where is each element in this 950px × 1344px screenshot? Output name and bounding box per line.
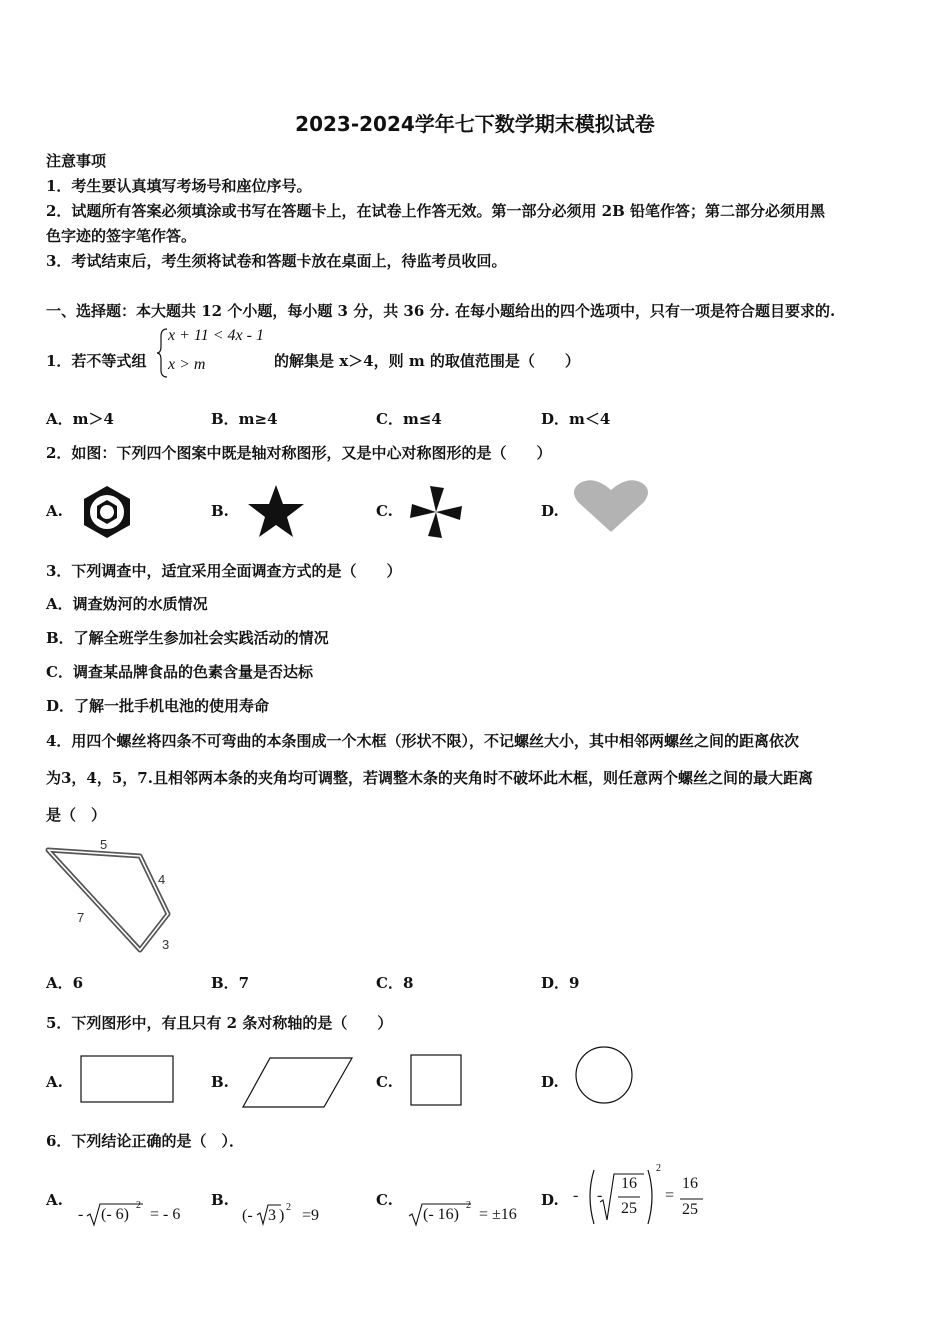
q4-option-b: B．7	[211, 974, 250, 992]
q6-d-denominator: 25	[621, 1200, 637, 1217]
q6-d-equals: =	[665, 1187, 675, 1204]
q6-b-close: )	[279, 1207, 285, 1224]
pinwheel-figure	[408, 484, 464, 540]
notice-heading: 注意事项	[46, 152, 107, 170]
q6-d-exponent: 2	[656, 1163, 661, 1174]
q6-d-numerator: 16	[621, 1175, 637, 1192]
q4-stem-line-2: 为3，4，5，7.且相邻两本条的夹角均可调整，若调整木条的夹角时不破坏此木框，则任意两个螺丝之间的最大距离	[46, 769, 813, 787]
q5-label-a: A.	[46, 1073, 63, 1091]
q6-a-radicand: (- 6)	[101, 1206, 129, 1223]
wooden-frame-figure	[44, 838, 184, 958]
q4-stem-line-1: 4．用四个螺丝将四条不可弯曲的本条围成一个木框（形状不限），不记螺丝大小，其中相邻两螺丝之间的距离依次	[46, 732, 799, 750]
heart-figure	[572, 478, 650, 534]
q3-stem: 3．下列调查中，适宜采用全面调查方式的是（ ）	[46, 562, 402, 580]
q1-option-d: D．m＜4	[541, 410, 611, 428]
q3-option-a: A．调查妫河的水质情况	[46, 595, 208, 613]
q5-stem: 5．下列图形中，有且只有 2 条对称轴的是（ ）	[46, 1014, 393, 1032]
section-heading: 一、选择题：本大题共 12 个小题，每小题 3 分，共 36 分. 在每小题给出的四个选项中，只有一项是符合题目要求的.	[46, 302, 836, 320]
q2-label-c: C.	[376, 502, 393, 520]
q1-option-a: A．m＞4	[46, 410, 114, 428]
q4-option-d: D．9	[541, 974, 580, 992]
q5-label-b: B.	[211, 1073, 229, 1091]
q5-label-c: C.	[376, 1073, 393, 1091]
q6-d-result-numerator: 16	[682, 1175, 698, 1192]
frame-label-4: 4	[158, 872, 166, 887]
q4-stem-line-3: 是（ ）	[46, 806, 107, 824]
q6-a-minus: -	[78, 1206, 84, 1223]
frame-label-3: 3	[162, 937, 170, 952]
q1-option-b: B．m≥4	[211, 410, 278, 428]
q6-b-radicand: 3	[268, 1207, 276, 1224]
q6-a-result: = - 6	[150, 1206, 181, 1223]
frame-label-7: 7	[77, 910, 85, 925]
hexagon-ring-figure	[80, 485, 134, 539]
q1-stem-suffix: 的解集是 x＞4，则 m 的取值范围是（ ）	[274, 352, 580, 370]
frame-label-5: 5	[100, 837, 108, 852]
q6-c-exponent: 2	[466, 1200, 471, 1211]
q6-b-result: =9	[302, 1207, 320, 1224]
q3-option-c: C．调查某品牌食品的色素含量是否达标	[46, 663, 313, 681]
parallelogram-figure	[242, 1057, 354, 1109]
q6-b-open: (-	[242, 1207, 253, 1224]
q6-label-a: A.	[46, 1191, 63, 1209]
q6-b-exponent: 2	[286, 1202, 291, 1213]
notice-item-1: 1．考生要认真填写考场号和座位序号。	[46, 177, 312, 195]
notice-item-2-cont: 色字迹的签字笔作答。	[46, 227, 197, 245]
q6-label-d: D.	[541, 1191, 559, 1209]
star-figure	[246, 483, 306, 539]
notice-item-3: 3．考试结束后，考生须将试卷和答题卡放在桌面上，待监考员收回。	[46, 252, 507, 270]
q5-label-d: D.	[541, 1073, 559, 1091]
q6-label-b: B.	[211, 1191, 229, 1209]
q3-option-b: B．了解全班学生参加社会实践活动的情况	[46, 629, 329, 647]
q1-stem-prefix: 1．若不等式组	[46, 352, 147, 370]
page-title: 2023-2024学年七下数学期末模拟试卷	[295, 112, 655, 136]
q6-c-radicand: (- 16)	[423, 1206, 459, 1223]
q6-label-c: C.	[376, 1191, 393, 1209]
q1-option-c: C．m≤4	[376, 410, 442, 428]
q6-d-minus: -	[573, 1187, 579, 1204]
square-figure	[410, 1054, 464, 1108]
q4-option-c: C．8	[376, 974, 414, 992]
notice-item-2: 2．试题所有答案必须填涂或书写在答题卡上，在试卷上作答无效。第一部分必须用 2B 铅笔作答；第二部分必须用黑	[46, 202, 826, 220]
q4-option-a: A．6	[46, 974, 84, 992]
q6-d-result-fraction-bar	[680, 1198, 704, 1200]
q6-c-result: = ±16	[479, 1206, 517, 1223]
q2-label-d: D.	[541, 502, 559, 520]
q1-inequality-1: x + 11 < 4x - 1	[168, 327, 264, 344]
q2-label-b: B.	[211, 502, 229, 520]
rectangle-figure	[80, 1055, 176, 1105]
q6-d-inner-minus: -	[597, 1187, 603, 1204]
q2-label-a: A.	[46, 502, 63, 520]
q6-a-exponent: 2	[136, 1200, 141, 1211]
circle-figure	[573, 1045, 635, 1107]
q2-stem: 2．如图：下列四个图案中既是轴对称图形，又是中心对称图形的是（ ）	[46, 444, 552, 462]
q1-inequality-2: x > m	[168, 356, 206, 373]
q6-stem: 6．下列结论正确的是（ ）．	[46, 1132, 244, 1150]
q3-option-d: D．了解一批手机电池的使用寿命	[46, 697, 270, 715]
q6-d-result-denominator: 25	[682, 1201, 698, 1218]
